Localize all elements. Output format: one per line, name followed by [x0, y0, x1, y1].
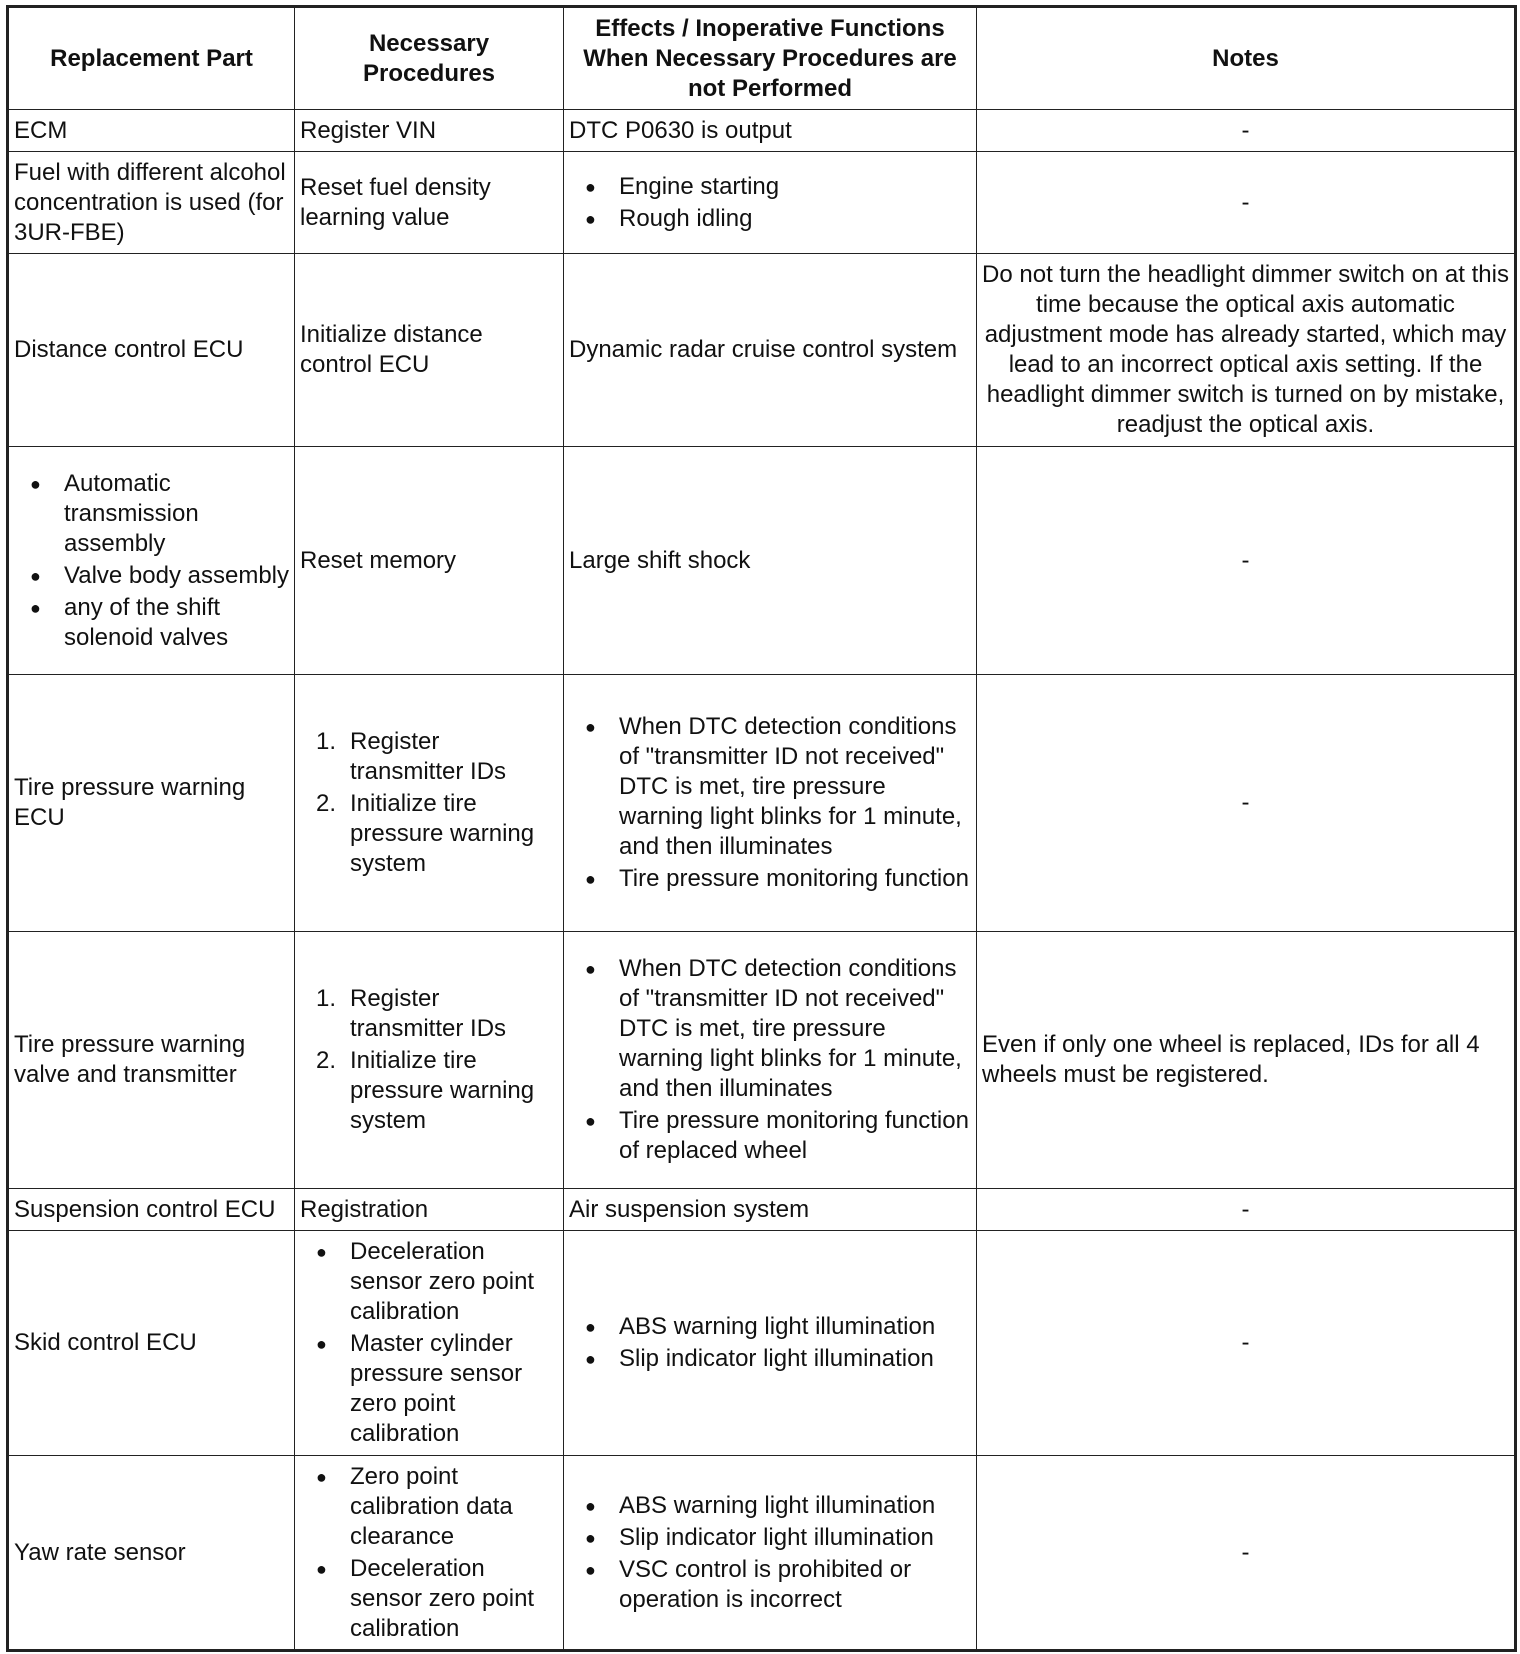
- list-item: ● Deceleration sensor zero point calibration: [300, 1554, 558, 1644]
- list-item: Initialize tire pressure warning system: [350, 790, 535, 877]
- procedures-list: [300, 1462, 558, 1644]
- list-item: ● Tire pressure monitoring function of replaced wheel: [569, 1106, 971, 1166]
- replacement-procedures-table: [6, 5, 1517, 1652]
- procedures-cell: [295, 1456, 564, 1651]
- effects-cell: [564, 675, 977, 932]
- table-row: [8, 675, 1516, 932]
- list-item: ● ABS warning light illumination: [569, 1491, 971, 1521]
- list-item: Register transmitter IDs: [350, 985, 507, 1042]
- part-cell: ECM: [8, 110, 295, 152]
- effects-cell: [564, 932, 977, 1189]
- procedures-cell: Register VIN: [295, 110, 564, 152]
- table-row: [8, 1189, 1516, 1231]
- list-item: ● ABS warning light illumination: [569, 1312, 971, 1342]
- list-item: ● Slip indicator light illumination: [569, 1344, 971, 1374]
- effects-cell: Dynamic radar cruise control system: [564, 254, 977, 447]
- table-row: [8, 152, 1516, 254]
- effects-list: [569, 954, 971, 1166]
- procedure-steps: [300, 984, 558, 1136]
- notes-cell: Even if only one wheel is replaced, IDs for all 4 wheels must be registered.: [977, 932, 1516, 1189]
- part-cell: [8, 447, 295, 675]
- part-cell: Fuel with different alcohol concentration is used (for 3UR-FBE): [8, 152, 295, 254]
- notes-cell: -: [977, 110, 1516, 152]
- part-cell: Yaw rate sensor: [8, 1456, 295, 1651]
- list-item: ● Engine starting: [569, 172, 971, 202]
- table-row: [8, 1456, 1516, 1651]
- header-replacement-part: Replacement Part: [8, 7, 295, 110]
- notes-cell: -: [977, 1189, 1516, 1231]
- effects-cell: Air suspension system: [564, 1189, 977, 1231]
- procedures-cell: Registration: [295, 1189, 564, 1231]
- list-item: ● Rough idling: [569, 204, 971, 234]
- notes-cell: Do not turn the headlight dimmer switch on at this time because the optical axis automatic adjustment mode has already started, which may lead to an incorrect optical axis setting. If the headlight dimmer switch is turned on by mistake, readjust the optical axis.: [977, 254, 1516, 447]
- table-row: [8, 1231, 1516, 1456]
- table-row: [8, 110, 1516, 152]
- list-item: ● VSC control is prohibited or operation is incorrect: [569, 1555, 971, 1615]
- procedures-cell: Initialize distance control ECU: [295, 254, 564, 447]
- list-item: ● Deceleration sensor zero point calibration: [300, 1237, 558, 1327]
- procedures-cell: [295, 1231, 564, 1456]
- notes-cell: -: [977, 152, 1516, 254]
- part-cell: Suspension control ECU: [8, 1189, 295, 1231]
- procedures-cell: Reset fuel density learning value: [295, 152, 564, 254]
- header-necessary-procedures: Necessary Procedures: [295, 7, 564, 110]
- notes-cell: -: [977, 675, 1516, 932]
- effects-cell: DTC P0630 is output: [564, 110, 977, 152]
- part-cell: Skid control ECU: [8, 1231, 295, 1456]
- list-item: Register transmitter IDs: [350, 728, 507, 785]
- list-item: ● Valve body assembly: [14, 561, 289, 591]
- list-item: ● When DTC detection conditions of "transmitter ID not received" DTC is met, tire pressure warning light blinks for 1 minute, and then illuminates: [569, 954, 971, 1104]
- procedures-cell: [295, 675, 564, 932]
- part-cell: Tire pressure warning ECU: [8, 675, 295, 932]
- effects-cell: [564, 1231, 977, 1456]
- part-cell: Tire pressure warning valve and transmitter: [8, 932, 295, 1189]
- header-row: [8, 7, 1516, 110]
- effects-cell: Large shift shock: [564, 447, 977, 675]
- list-item: ● Zero point calibration data clearance: [300, 1462, 558, 1552]
- table-row: [8, 254, 1516, 447]
- table-row: [8, 447, 1516, 675]
- list-item: ● any of the shift solenoid valves: [14, 593, 289, 653]
- list-item: ● Automatic transmission assembly: [14, 469, 289, 559]
- effects-list: [569, 1312, 971, 1374]
- procedures-list: [300, 1237, 558, 1449]
- list-item: ● Slip indicator light illumination: [569, 1523, 971, 1553]
- effects-list: [569, 172, 971, 234]
- notes-cell: -: [977, 447, 1516, 675]
- list-item: ● When DTC detection conditions of "transmitter ID not received" DTC is met, tire pressure warning light blinks for 1 minute, and then illuminates: [569, 712, 971, 862]
- header-effects: Effects / Inoperative Functions When Necessary Procedures are not Performed: [564, 7, 977, 110]
- list-item: Initialize tire pressure warning system: [350, 1047, 535, 1134]
- header-notes: Notes: [977, 7, 1516, 110]
- effects-cell: [564, 152, 977, 254]
- procedures-cell: [295, 932, 564, 1189]
- list-item: ● Tire pressure monitoring function: [569, 864, 971, 894]
- table-row: [8, 932, 1516, 1189]
- part-list: [14, 469, 289, 653]
- effects-list: [569, 1491, 971, 1615]
- effects-cell: [564, 1456, 977, 1651]
- notes-cell: -: [977, 1456, 1516, 1651]
- procedure-steps: [300, 727, 558, 879]
- procedures-cell: Reset memory: [295, 447, 564, 675]
- effects-list: [569, 712, 971, 894]
- list-item: ● Master cylinder pressure sensor zero point calibration: [300, 1329, 558, 1449]
- notes-cell: -: [977, 1231, 1516, 1456]
- part-cell: Distance control ECU: [8, 254, 295, 447]
